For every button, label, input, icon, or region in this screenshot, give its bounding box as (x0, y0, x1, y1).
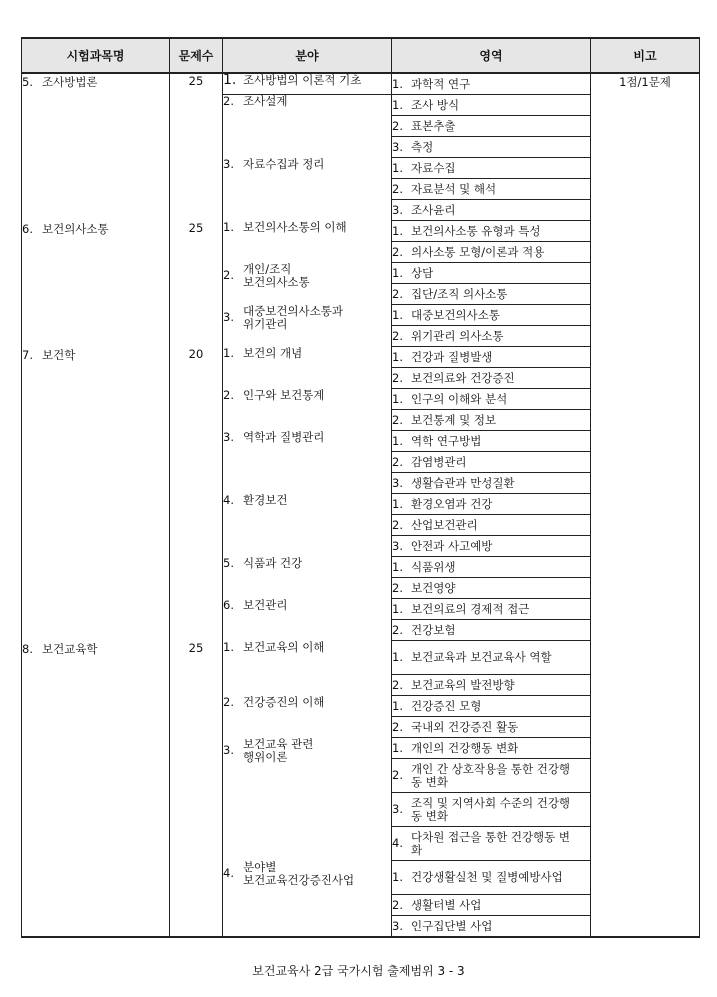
area-cell (392, 200, 591, 221)
area-cell (392, 515, 591, 536)
subject-number: 6. (22, 221, 33, 236)
area-cell (392, 116, 591, 137)
field-name-line: 환경보건 (243, 492, 288, 507)
area-number: 2. (392, 622, 403, 637)
area-number: 1. (392, 740, 403, 755)
area-number: 1. (392, 433, 403, 448)
field-name-line: 행위이론 (243, 749, 288, 764)
field-cell (223, 861, 392, 938)
area-cell (392, 326, 591, 347)
field-cell (223, 347, 392, 389)
area-number: 2. (392, 370, 403, 385)
area-number: 1. (392, 650, 403, 664)
field-number: 4. (223, 865, 234, 880)
area-text: 조사 방식 (411, 97, 460, 112)
area-number: 1. (392, 870, 403, 884)
field-cell (223, 263, 392, 305)
subject-name: 보건학 (42, 347, 76, 362)
area-cell (392, 861, 591, 895)
area-number: 3. (392, 202, 403, 217)
subject-cell (22, 347, 170, 641)
question-count: 25 (170, 221, 223, 347)
area-text: 보건의료와 건강증진 (411, 370, 515, 385)
field-cell (223, 158, 392, 221)
area-text: 보건교육의 발전방향 (411, 677, 515, 692)
field-name-line: 위기관리 (243, 316, 288, 331)
area-text: 생활터별 사업 (411, 897, 482, 912)
field-cell (223, 599, 392, 641)
area-cell (392, 368, 591, 389)
field-number: 1. (223, 639, 234, 654)
area-text: 국내외 건강증진 활동 (411, 719, 519, 734)
field-cell (223, 221, 392, 263)
area-number: 2. (392, 677, 403, 692)
area-cell (392, 620, 591, 641)
field-number: 2. (223, 387, 234, 402)
field-name-line: 보건교육건강증진사업 (243, 872, 355, 887)
field-cell (223, 305, 392, 347)
field-number: 2. (223, 694, 234, 709)
area-number: 1. (392, 76, 403, 91)
header-field: 분야 (223, 38, 392, 73)
area-number: 2. (392, 412, 403, 427)
area-text: 생활습관과 만성질환 (411, 475, 515, 490)
area-cell (392, 305, 591, 326)
area-number: 2. (392, 768, 403, 782)
area-text: 인구의 이해와 분석 (411, 391, 508, 406)
area-cell (392, 599, 591, 620)
question-count: 25 (170, 641, 223, 938)
area-text: 자료분석 및 해석 (411, 181, 497, 196)
area-cell (392, 410, 591, 431)
area-cell (392, 578, 591, 599)
area-cell (392, 494, 591, 515)
subject-cell (22, 221, 170, 347)
area-text: 보건의료의 경제적 접근 (411, 601, 530, 616)
field-number: 1. (223, 345, 234, 360)
area-number: 1. (392, 307, 403, 322)
page-footer: 보건교육사 2급 국가시험 출제범위 3 - 3 (252, 964, 465, 978)
field-name-line: 보건교육의 이해 (243, 639, 325, 654)
area-cell (392, 675, 591, 696)
area-cell (392, 827, 591, 861)
area-number: 2. (392, 897, 403, 912)
table-body (22, 73, 700, 937)
field-name-line: 대중보건의사소통과 (243, 303, 343, 318)
area-cell (392, 389, 591, 410)
area-text: 역학 연구방법 (411, 433, 482, 448)
area-cell (392, 536, 591, 557)
question-count: 20 (170, 347, 223, 641)
area-number: 1. (392, 349, 403, 364)
field-cell (223, 738, 392, 861)
field-cell (223, 494, 392, 557)
area-text: 조직 및 지역사회 수준의 건강행동 변화 (411, 795, 571, 823)
question-count: 25 (170, 73, 223, 221)
header-note: 비고 (591, 38, 700, 73)
area-text: 환경오염과 건강 (411, 496, 493, 511)
field-name-line: 자료수집과 정리 (243, 156, 325, 171)
area-cell (392, 793, 591, 827)
area-text: 건강과 질병발생 (411, 349, 493, 364)
subject-number: 7. (22, 347, 33, 362)
area-cell (392, 473, 591, 494)
field-number: 6. (223, 597, 234, 612)
subject-cell (22, 73, 170, 221)
area-text: 안전과 사고예방 (411, 538, 493, 553)
area-cell (392, 895, 591, 916)
area-text: 다차원 접근을 통한 건강행동 변화 (411, 829, 571, 857)
area-number: 2. (392, 454, 403, 469)
area-number: 3. (392, 475, 403, 490)
area-text: 과학적 연구 (411, 76, 471, 91)
field-cell (223, 95, 392, 158)
area-number: 2. (392, 580, 403, 595)
field-cell (223, 389, 392, 431)
area-text: 측정 (411, 139, 434, 154)
area-number: 1. (392, 391, 403, 406)
area-text: 보건통계 및 정보 (411, 412, 497, 427)
area-cell (392, 916, 591, 938)
area-cell (392, 221, 591, 242)
table-header-row (22, 38, 700, 73)
subject-name: 보건교육학 (42, 641, 98, 656)
area-cell (392, 759, 591, 793)
area-number: 2. (392, 328, 403, 343)
field-name-line: 보건의사소통의 이해 (243, 219, 347, 234)
area-number: 3. (392, 139, 403, 154)
area-text: 의사소통 모형/이론과 적용 (411, 244, 545, 259)
area-number: 1. (392, 698, 403, 713)
field-name-line: 보건의 개념 (243, 345, 303, 360)
area-text: 산업보건관리 (411, 517, 478, 532)
header-subject: 시험과목명 (22, 38, 170, 73)
area-number: 1. (392, 601, 403, 616)
area-cell (392, 284, 591, 305)
area-cell (392, 696, 591, 717)
area-text: 건강증진 모형 (411, 698, 482, 713)
table-row (22, 73, 700, 95)
field-cell (223, 641, 392, 696)
field-number: 3. (223, 309, 234, 324)
area-number: 1. (392, 223, 403, 238)
area-text: 대중보건의사소통 (411, 307, 500, 322)
area-number: 4. (392, 836, 403, 850)
area-number: 2. (392, 719, 403, 734)
area-number: 1. (392, 496, 403, 511)
area-number: 1. (392, 160, 403, 175)
subject-number: 8. (22, 641, 33, 656)
area-cell (392, 73, 591, 95)
field-name-line: 개인/조직 (243, 261, 292, 276)
area-number: 1. (392, 559, 403, 574)
area-number: 3. (392, 802, 403, 816)
field-number: 1. (223, 219, 234, 234)
field-name-line: 건강증진의 이해 (243, 694, 325, 709)
area-number: 3. (392, 918, 403, 933)
subject-number: 5. (22, 75, 33, 89)
field-name-line: 조사설계 (243, 94, 288, 108)
field-cell (223, 73, 392, 95)
field-name-line: 식품과 건강 (243, 555, 303, 570)
field-number: 2. (223, 267, 234, 282)
note-cell: 1점/1문제 (591, 73, 700, 937)
header-area: 영역 (392, 38, 591, 73)
area-cell (392, 717, 591, 738)
area-text: 표본추출 (411, 118, 456, 133)
area-number: 1. (392, 97, 403, 112)
area-cell (392, 347, 591, 368)
field-cell (223, 696, 392, 738)
area-number: 2. (392, 118, 403, 133)
area-cell (392, 452, 591, 473)
area-cell (392, 242, 591, 263)
area-text: 인구집단별 사업 (411, 918, 493, 933)
field-number: 1. (223, 72, 237, 88)
area-cell (392, 179, 591, 200)
field-number: 2. (223, 94, 234, 108)
area-cell (392, 557, 591, 578)
area-cell (392, 263, 591, 284)
area-text: 건강보험 (411, 622, 456, 637)
field-number: 4. (223, 492, 234, 507)
area-cell (392, 158, 591, 179)
area-text: 보건의사소통 유형과 특성 (411, 223, 541, 238)
area-cell (392, 137, 591, 158)
area-cell (392, 738, 591, 759)
field-cell (223, 431, 392, 494)
area-text: 보건교육과 보건교육사 역할 (411, 650, 552, 664)
area-text: 위기관리 의사소통 (411, 328, 504, 343)
area-text: 보건영양 (411, 580, 456, 595)
area-text: 조사윤리 (411, 202, 456, 217)
area-text: 건강생활실천 및 질병예방사업 (411, 870, 563, 884)
header-count: 문제수 (170, 38, 223, 73)
field-name-line: 보건교육 관련 (243, 736, 314, 751)
area-text: 식품위생 (411, 559, 456, 574)
field-name-line: 인구와 보건통계 (243, 387, 325, 402)
field-name-line: 역학과 질병관리 (243, 429, 325, 444)
area-number: 3. (392, 538, 403, 553)
area-cell (392, 641, 591, 675)
area-cell (392, 431, 591, 452)
field-name-line: 보건의사소통 (243, 274, 310, 289)
exam-scope-table (21, 37, 700, 938)
area-text: 개인 간 상호작용을 통한 건강행동 변화 (411, 761, 571, 789)
subject-cell (22, 641, 170, 938)
field-number: 5. (223, 555, 234, 570)
area-cell (392, 95, 591, 116)
area-number: 1. (392, 265, 403, 280)
field-cell (223, 557, 392, 599)
subject-name: 보건의사소통 (42, 221, 109, 236)
area-text: 상담 (411, 265, 434, 280)
area-text: 개인의 건강행동 변화 (411, 740, 519, 755)
field-number: 3. (223, 156, 234, 171)
area-text: 자료수집 (411, 160, 456, 175)
area-number: 2. (392, 244, 403, 259)
field-name-line: 보건관리 (243, 597, 288, 612)
area-number: 2. (392, 517, 403, 532)
area-text: 감염병관리 (411, 454, 467, 469)
area-number: 2. (392, 181, 403, 196)
area-number: 2. (392, 286, 403, 301)
field-number: 3. (223, 429, 234, 444)
area-text: 집단/조직 의사소통 (411, 286, 508, 301)
subject-name: 조사방법론 (42, 75, 98, 89)
field-number: 3. (223, 742, 234, 757)
field-name-line: 분야별 (243, 859, 277, 874)
field-name-line: 조사방법의 이론적 기초 (243, 73, 362, 87)
